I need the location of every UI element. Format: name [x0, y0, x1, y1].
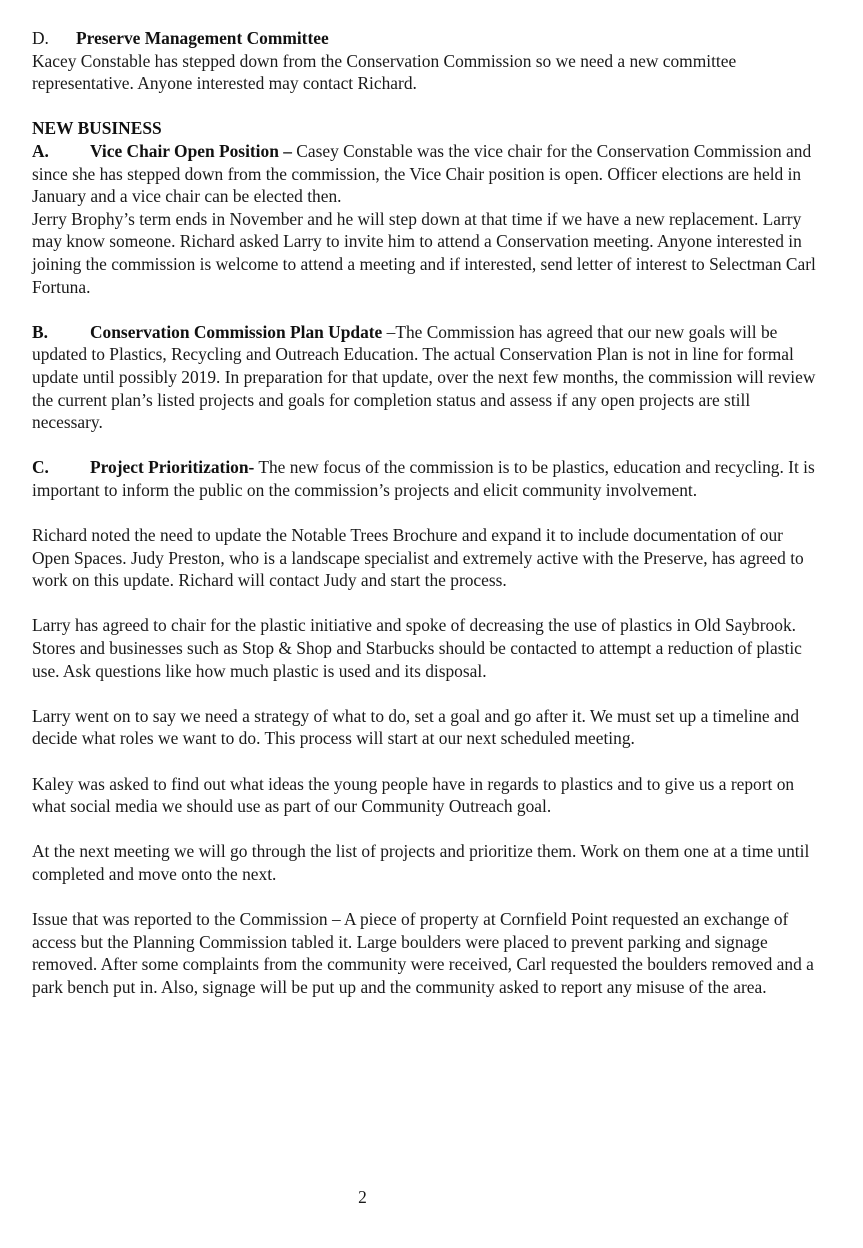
item-c-body: The new focus of the commission is to be plastics, education and recycling. It is important to inform the public on the commission’s projects and elicit community involvement.: [32, 457, 815, 500]
section-d-label: D.: [32, 28, 49, 48]
paragraph-next-meeting: At the next meeting we will go through the list of projects and prioritize them. Work on them one at a time until completed and move onto the next.: [32, 841, 810, 884]
spacer: [32, 818, 822, 841]
spacer: [32, 886, 822, 909]
paragraph-notable-trees: Richard noted the need to update the Notable Trees Brochure and expand it to include documentation of our Open Spaces. Judy Preston, who is a landscape specialist and extremely active with the Preserve, has agreed to work on this update. Richard will contact Judy and start the process.: [32, 525, 804, 591]
paragraph-plastic-initiative: Larry has agreed to chair for the plastic initiative and spoke of decreasing the use of plastics in Old Saybrook. Stores and businesses such as Stop & Shop and Starbucks should be contacted to attempt a reduction of plastic use. Ask questions like how much plastic is used and its disposal.: [32, 615, 802, 681]
item-a-label: A.: [32, 140, 49, 161]
spacer: [32, 592, 822, 615]
item-b-paragraph: [32, 321, 822, 434]
section-d-heading: Preserve Management Committee: [76, 28, 329, 48]
new-business-heading: NEW BUSINESS: [32, 118, 162, 139]
item-b-label: B.: [32, 321, 48, 342]
page-number: 2: [358, 1187, 367, 1207]
spacer: [32, 95, 822, 118]
paragraph-social-media: Kaley was asked to find out what ideas the young people have in regards to plastics and to give us a report on what social media we should use as part of our Community Outreach goal.: [32, 773, 795, 817]
item-c-heading: Project Prioritization-: [90, 457, 255, 478]
item-a-heading: Vice Chair Open Position –: [90, 140, 292, 161]
item-a-followup: Jerry Brophy’s term ends in November and he will step down at that time if we have a new replacement. Larry may know someone. Richard asked Larry to invite him to attend a Conservation meeting. Anyone interested in joining the commission is welcome to attend a meeting and if interested, send letter of interest to Selectman Carl Fortuna.: [32, 208, 816, 297]
item-c-label: C.: [32, 457, 49, 478]
section-d-body: Kacey Constable has stepped down from the Conservation Commission so we need a new committee representative. Anyone interested may contact Richard.: [32, 50, 737, 94]
spacer: [32, 682, 822, 705]
item-a-paragraph: [32, 140, 822, 208]
section-d-title: [32, 27, 822, 50]
spacer: [32, 750, 822, 773]
spacer: [32, 434, 822, 457]
item-b-body: –The Commission has agreed that our new goals will be updated to Plastics, Recycling and Outreach Education. The actual Conservation Plan is not in line for formal update until possibly 2019. In preparation for that update, over the next few months, the commission will review the current plan’s listed projects and goals for completion status and assess if any open projects are still necessary.: [32, 321, 816, 433]
spacer: [32, 298, 822, 321]
spacer: [32, 501, 822, 524]
item-c-paragraph: [32, 456, 822, 501]
paragraph-strategy: Larry went on to say we need a strategy of what to do, set a goal and go after it. We must set up a timeline and decide what roles we want to do. This process will start at our next scheduled meeting.: [32, 705, 800, 749]
document-page: [32, 27, 822, 999]
item-a-body: Casey Constable was the vice chair for the Conservation Commission and since she has stepped down from the commission, the Vice Chair position is open. Officer elections are held in January and a vice chair can be elected then.: [32, 140, 812, 207]
item-b-heading: Conservation Commission Plan Update: [90, 321, 383, 342]
paragraph-cornfield-point: Issue that was reported to the Commission – A piece of property at Cornfield Point requested an exchange of access but the Planning Commission tabled it. Large boulders were placed to prevent parking and signage removed. After some complaints from the community were received, Carl requested the boulders removed and a park bench put in. Also, signage will be put up and the community asked to report any misuse of the area.: [32, 909, 814, 997]
